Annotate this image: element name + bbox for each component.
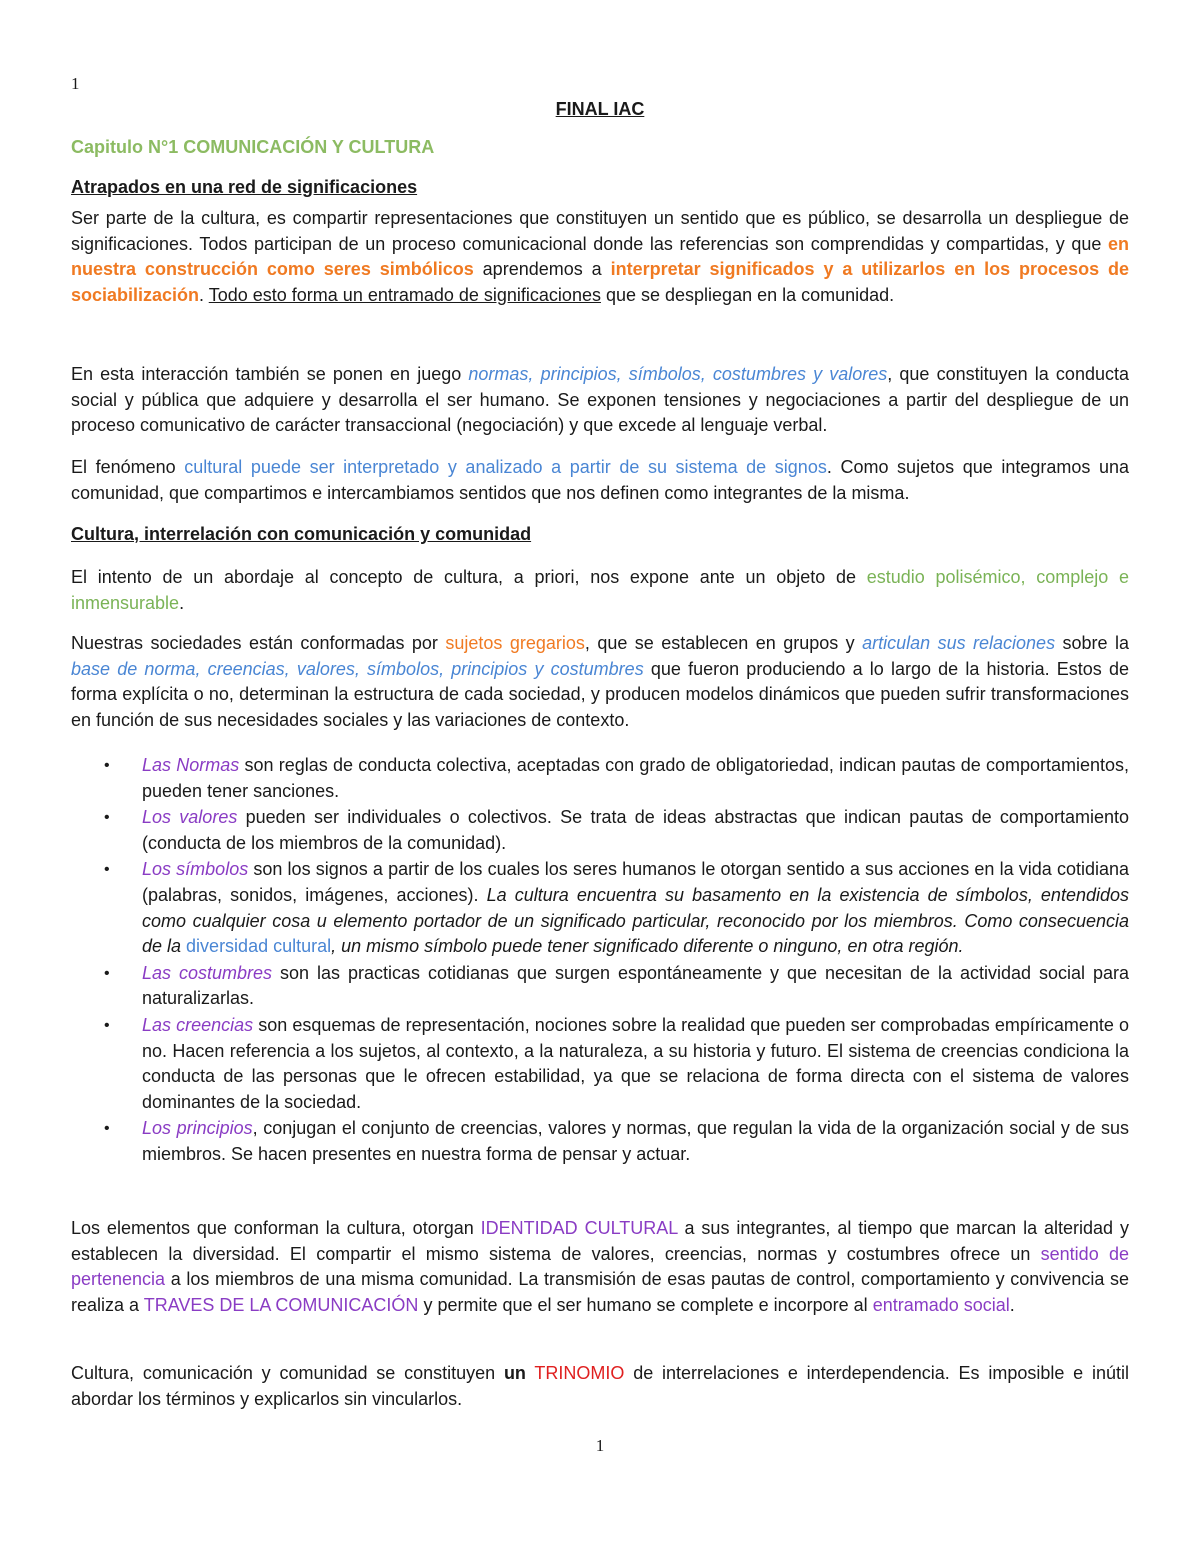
bullet-dot: • <box>104 964 110 982</box>
list-item: • Las costumbres son las practicas cotidianas que surgen espontáneamente y que necesitan de la actividad social para naturalizarlas. <box>104 962 1130 1009</box>
document-title: FINAL IAC <box>555 99 645 119</box>
highlight-traves-comunicacion: TRAVES DE LA COMUNICACIÓN <box>143 1294 419 1315</box>
underlined-entramado: Todo esto forma un entramado de significaciones <box>208 284 601 305</box>
highlight-seres-simbolicos: en nuestra construcción como seres simbólicos <box>71 233 1129 280</box>
highlight-base-norma: base de norma, creencias, valores, símbolos, principios y costumbres <box>71 658 644 679</box>
paragraph-interaccion: En esta interacción también se ponen en juego normas, principios, símbolos, costumbres y valores, que constituyen la conducta social y pública que adquiere y desarrolla el ser humano. Se exponen tensiones y negociaciones a partir del despliegue de un proceso comunicativo de carácter transaccional (negociación) y que excede al lenguaje verbal. <box>71 364 1129 436</box>
paragraph-identidad: Los elementos que conforman la cultura, otorgan IDENTIDAD CULTURAL a sus integrantes, al tiempo que marcan la alteridad y establecen la diversidad. El compartir el mismo sistema de valores, creencias, normas y costumbres ofrece un sentido de pertenencia a los miembros de una misma comunidad. La transmisión de esas pautas de control, comportamiento y convivencia se realiza a TRAVES DE LA COMUNICACIÓN y permite que el ser humano se complete e incorpore al entramado social. <box>71 1218 1129 1315</box>
paragraph-fenomeno-cultural: El fenómeno cultural puede ser interpretado y analizado a partir de su sistema de signos. Como sujetos que integramos una comunidad, que compartimos e intercambiamos sentidos que nos definen como integrantes de la misma. <box>71 457 1130 503</box>
paragraph-abordaje: El intento de un abordaje al concepto de cultura, a priori, nos expone ante un objeto de estudio polisémico, complejo e inmensurable. <box>71 567 1129 613</box>
chapter-title: Capitulo N°1 COMUNICACIÓN Y CULTURA <box>71 137 435 157</box>
paragraph-trinomio: Cultura, comunicación y comunidad se constituyen un TRINOMIO de interrelaciones e interdependencia. Es imposible e inútil abordar los términos y explicarlos sin vincularlos. <box>71 1363 1129 1409</box>
highlight-estudio-polisemico: estudio polisémico, complejo e inmensurable <box>71 567 1129 613</box>
highlight-entramado-social: entramado social <box>872 1294 1010 1315</box>
section-heading-interrelacion: Cultura, interrelación con comunicación y comunidad <box>71 524 532 544</box>
list-item: • Los símbolos son los signos a partir de los cuales los seres humanos le otorgan sentido a sus acciones en la vida cotidiana (palabras, sonidos, imágenes, acciones). La cultura encuentra su basamento en la existencia de símbolos, entendidos como cualquier cosa u elemento portador de un significado particular, reconocido por los miembros. Como consecuencia de la diversidad cultural, un mismo símbolo puede tener significado diferente o ninguno, en otra región. <box>104 859 1129 957</box>
list-item: • Las Normas son reglas de conducta colectiva, aceptadas con grado de obligatoriedad, indican pautas de comportamientos, pueden tener sanciones. <box>104 755 1130 801</box>
paragraph-sociedades: Nuestras sociedades están conformadas por sujetos gregarios, que se establecen en grupos y articulan sus relaciones sobre la base de norma, creencias, valores, símbolos, principios y costumbres que fueron produciendo a lo largo de la historia. Estos de forma explícita o no, determinan la estructura de cada sociedad, y producen modelos dinámicos que pueden sufrir transformaciones en función de sus necesidades sociales y las variaciones de contexto. <box>71 633 1129 730</box>
bullet-dot: • <box>104 1016 110 1034</box>
highlight-sentido-pertenencia: sentido de pertenencia <box>71 1243 1129 1290</box>
list-item: • Las creencias son esquemas de representación, nociones sobre la realidad que pueden ser comprobadas empíricamente o no. Hacen referencia a los sujetos, al contexto, a la naturaleza, a su historia y futuro. El sistema de creencias condiciona la conducta de las personas que le ofrecen estabilidad, ya que se relaciona de forma directa con el sistema de valores dominantes de la sociedad. <box>104 1014 1129 1112</box>
bullet-dot: • <box>104 861 110 879</box>
highlight-trinomio: TRINOMIO <box>534 1363 625 1383</box>
page-number-top: 1 <box>71 74 80 93</box>
highlight-interpretar-significados: interpretar significados y a utilizarlos en los procesos de sociabilización <box>71 259 1129 305</box>
bullet-dot: • <box>104 1120 110 1138</box>
list-item: • Los principios, conjugan el conjunto de creencias, valores y normas, que regulan la vida de la organización social y de sus miembros. Se hacen presentes en nuestra forma de pensar y actuar. <box>104 1118 1130 1164</box>
section-heading-significaciones: Atrapados en una red de significaciones <box>71 177 418 197</box>
bullet-dot: • <box>104 757 110 774</box>
list-item: • Los valores pueden ser individuales o colectivos. Se trata de ideas abstractas que indican pautas de comportamiento (conducta de los miembros de la comunidad). <box>104 807 1129 853</box>
page-number-bottom: 1 <box>595 1436 605 1455</box>
highlight-articulan-relaciones: articulan sus relaciones <box>862 633 1056 653</box>
bullet-list-elementos <box>71 753 1129 1169</box>
highlight-sistema-signos: cultural puede ser interpretado y analizado a partir de su sistema de signos <box>184 457 827 477</box>
highlight-normas-principios: normas, principios, símbolos, costumbres y valores <box>468 364 888 384</box>
highlight-sujetos-gregarios: sujetos gregarios <box>445 633 585 653</box>
highlight-identidad-cultural: IDENTIDAD CULTURAL <box>480 1218 678 1238</box>
paragraph-cultura-representaciones: Ser parte de la cultura, es compartir representaciones que constituyen un sentido que es público, se desarrolla un despliegue de significaciones. Todos participan de un proceso comunicacional donde las referencias son comprendidas y compartidas, y que en nuestra construcción como seres simbólicos aprendemos a interpretar significados y a utilizarlos en los procesos de sociabilización. Todo esto forma un entramado de significaciones que se despliegan en la comunidad. <box>71 208 1129 305</box>
bullet-dot: • <box>104 809 110 827</box>
highlight-diversidad-cultural: diversidad cultural <box>186 936 332 957</box>
